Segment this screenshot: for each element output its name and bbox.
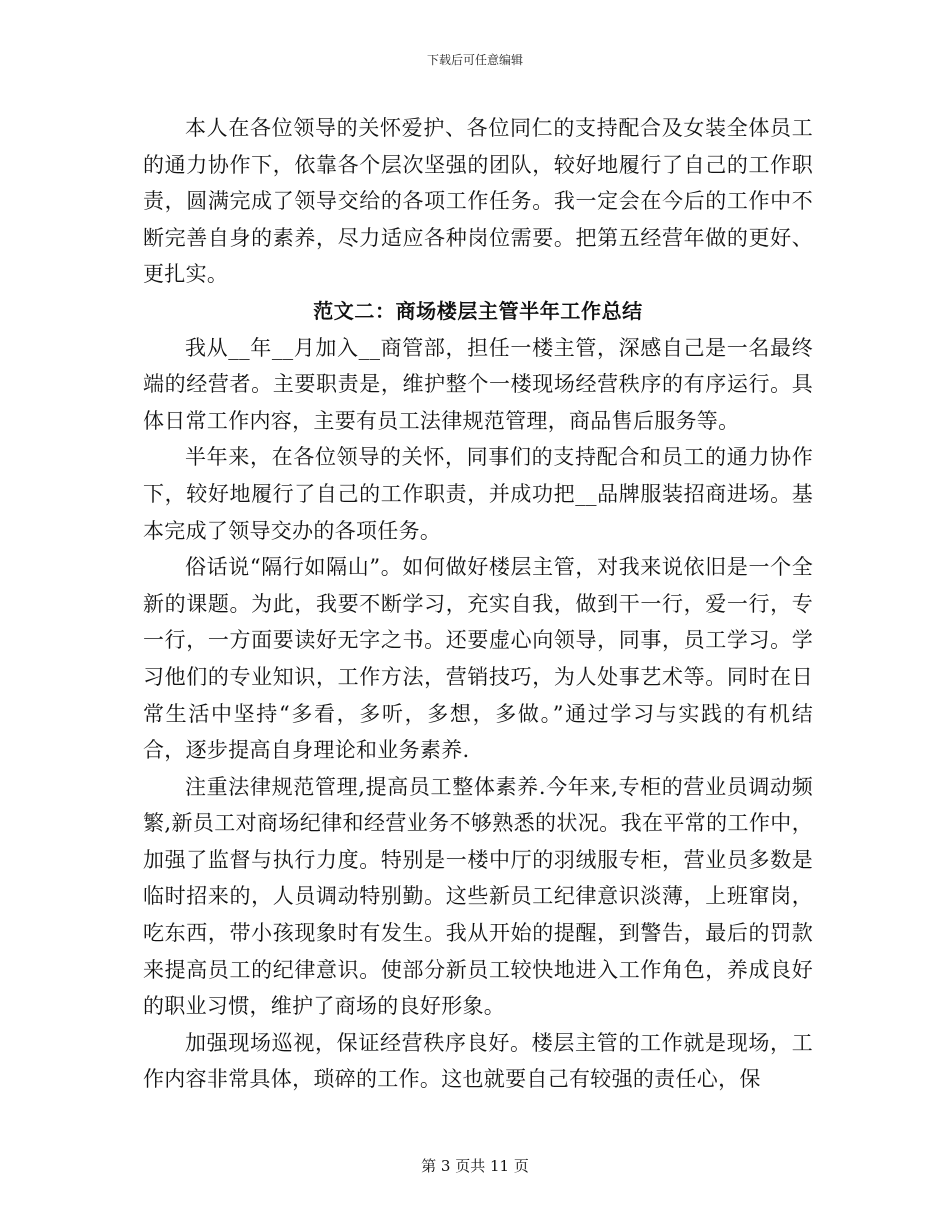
paragraph-4: 注重法律规范管理,提高员工整体素养.今年来,专柜的营业员调动频繁,新员工对商场纪律和经营业务不够熟悉的状况。我在平常的工作中，加强了监督与执行力度。特别是一楼中厅的羽绒服专柜，营业员多数是临时招来的，人员调动特别勤。这些新员工纪律意识淡薄，上班窜岗，吃东西，带小孩现象时有发生。我从开始的提醒，到警告，最后的罚款来提高员工的纪律意识。使部分新员工较快地进入工作角色，养成良好的职业习惯，维护了商场的良好形象。 [143,774,813,1019]
paragraph-1: 我从__年__月加入__商管部，担任一楼主管，深感自己是一名最终端的经营者。主要职责是，维护整个一楼现场经营秩序的有序运行。具体日常工作内容，主要有员工法律规范管理，商品售后服务等。 [143,335,813,433]
paragraph-5: 加强现场巡视，保证经营秩序良好。楼层主管的工作就是现场，工作内容非常具体，琐碎的工作。这也就要自己有较强的责任心，保 [143,1030,813,1092]
page-number: 第 3 页共 11 页 [421,1157,529,1175]
section-title: 范文二：商场楼层主管半年工作总结 [313,298,643,323]
paragraph-3: 俗话说“隔行如隔山”。如何做好楼层主管，对我来说依旧是一个全新的课题。为此，我要不断学习，充实自我，做到干一行，爱一行，专一行，一方面要读好无字之书。还要虚心向领导，同事，员工学习。学习他们的专业知识，工作方法，营销技巧，为人处事艺术等。同时在日常生活中坚持“多看，多听，多想，多做。”通过学习与实践的有机结合，逐步提高自身理论和业务素养. [143,555,813,763]
paragraph-2: 半年来，在各位领导的关怀，同事们的支持配合和员工的通力协作下，较好地履行了自己的工作职责，并成功把__品牌服装招商进场。基本完成了领导交办的各项任务。 [143,445,813,543]
page-header: 下载后可任意编辑 [426,53,523,67]
document-body [143,110,813,1098]
intro-paragraph: 本人在各位领导的关怀爱护、各位同仁的支持配合及女装全体员工的通力协作下，依靠各个层次坚强的团队，较好地履行了自己的工作职责，圆满完成了领导交给的各项工作任务。我一定会在今后的工作中不断完善自身的素养，尽力适应各种岗位需要。把第五经营年做的更好、更扎实。 [143,116,813,287]
